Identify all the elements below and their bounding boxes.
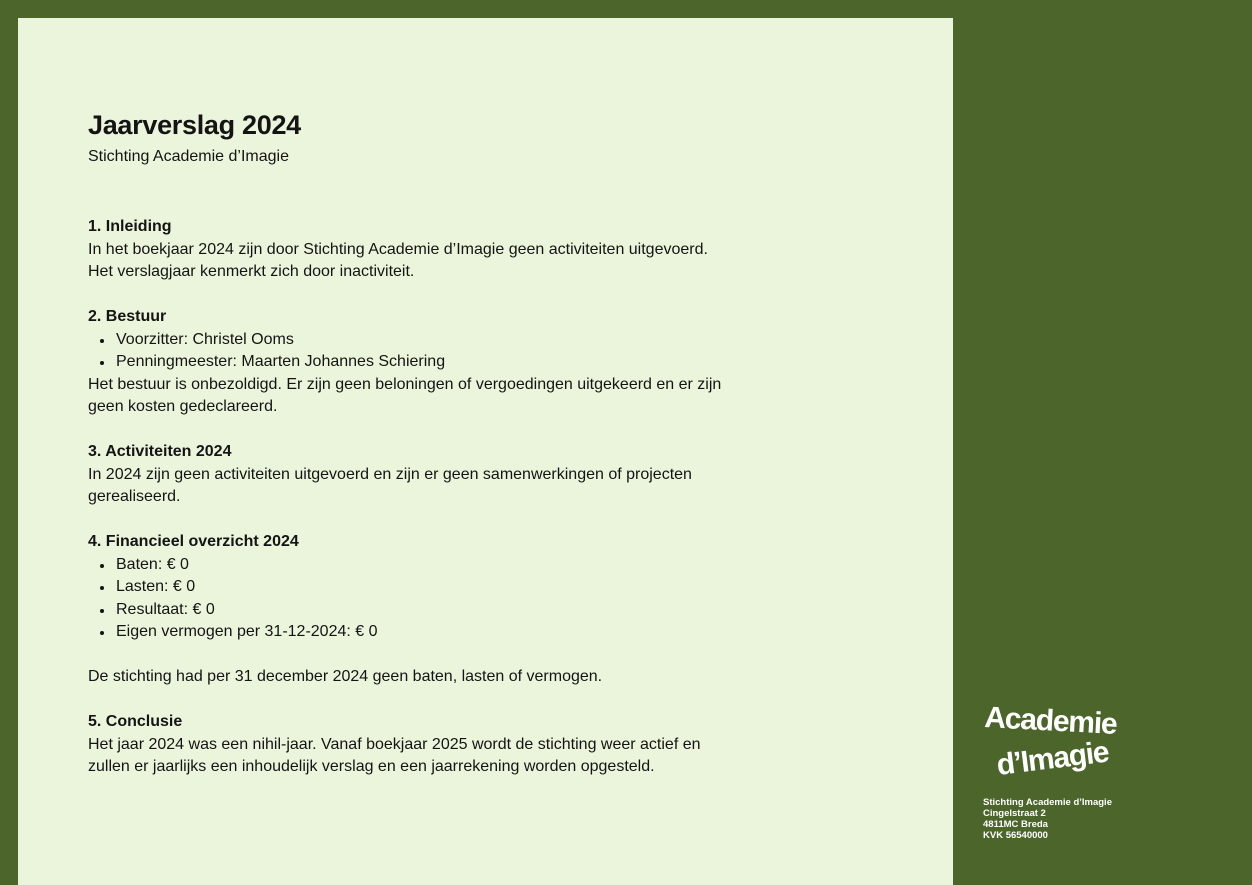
bullet-icon bbox=[100, 564, 104, 568]
section-paragraph: zullen er jaarlijks een inhoudelijk verslag en een jaarrekening worden opgesteld. bbox=[88, 758, 655, 775]
section-paragraph: gerealiseerd. bbox=[88, 488, 181, 505]
section-paragraph: geen kosten gedeclareerd. bbox=[88, 398, 278, 415]
svg-text:d’Imagie: d’Imagie bbox=[994, 735, 1111, 782]
board-list bbox=[88, 329, 768, 374]
bullet-icon bbox=[100, 609, 104, 613]
list-item: Penningmeester: Maarten Johannes Schiering bbox=[100, 351, 768, 374]
bullet-icon bbox=[100, 631, 104, 635]
address-line: KVK 56540000 bbox=[983, 830, 1048, 841]
list-item: Eigen vermogen per 31-12-2024: € 0 bbox=[100, 621, 768, 644]
bullet-icon bbox=[100, 339, 104, 343]
section-heading: 1. Inleiding bbox=[88, 218, 172, 235]
financial-list bbox=[88, 554, 768, 644]
list-item: Resultaat: € 0 bbox=[100, 599, 768, 622]
document-page bbox=[18, 18, 953, 885]
bullet-icon bbox=[100, 361, 104, 365]
section-heading: 4. Financieel overzicht 2024 bbox=[88, 533, 299, 550]
brand-logo bbox=[984, 697, 1184, 787]
bullet-icon bbox=[100, 586, 104, 590]
list-item: Voorzitter: Christel Ooms bbox=[100, 329, 768, 352]
section-note: De stichting had per 31 december 2024 geen baten, lasten of vermogen. bbox=[88, 668, 603, 685]
academie-dimagie-logo bbox=[984, 697, 1154, 787]
section-paragraph: In 2024 zijn geen activiteiten uitgevoerd en zijn er geen samenwerkingen of projecten bbox=[88, 465, 692, 483]
address-line: Cingelstraat 2 bbox=[983, 808, 1046, 819]
organization-address bbox=[983, 797, 1112, 841]
section-bestuur bbox=[88, 306, 768, 419]
document-content bbox=[88, 108, 768, 779]
address-line: Stichting Academie d’Imagie bbox=[983, 797, 1112, 808]
section-paragraph: Het jaar 2024 was een nihil-jaar. Vanaf boekjaar 2025 wordt de stichting weer actief en bbox=[88, 735, 701, 753]
section-inleiding bbox=[88, 216, 768, 284]
section-heading: 2. Bestuur bbox=[88, 308, 167, 325]
document-title: Jaarverslag 2024 bbox=[88, 110, 301, 140]
section-financieel-overzicht bbox=[88, 531, 768, 689]
section-conclusie bbox=[88, 711, 768, 779]
list-item: Baten: € 0 bbox=[100, 554, 768, 577]
section-paragraph: Het bestuur is onbezoldigd. Er zijn geen beloningen of vergoedingen uitgekeerd en er zijn bbox=[88, 375, 722, 393]
document-subtitle: Stichting Academie d’Imagie bbox=[88, 148, 289, 165]
svg-text:Academie: Academie bbox=[984, 701, 1118, 741]
address-line: 4811MC Breda bbox=[983, 819, 1048, 830]
list-item: Lasten: € 0 bbox=[100, 576, 768, 599]
section-paragraph: In het boekjaar 2024 zijn door Stichting Academie d’Imagie geen activiteiten uitgevoerd. bbox=[88, 240, 708, 258]
section-activiteiten bbox=[88, 441, 768, 509]
section-paragraph: Het verslagjaar kenmerkt zich door inactiviteit. bbox=[88, 263, 415, 280]
section-heading: 5. Conclusie bbox=[88, 713, 183, 730]
section-heading: 3. Activiteiten 2024 bbox=[88, 443, 232, 460]
logo-wordmark bbox=[984, 697, 1154, 787]
